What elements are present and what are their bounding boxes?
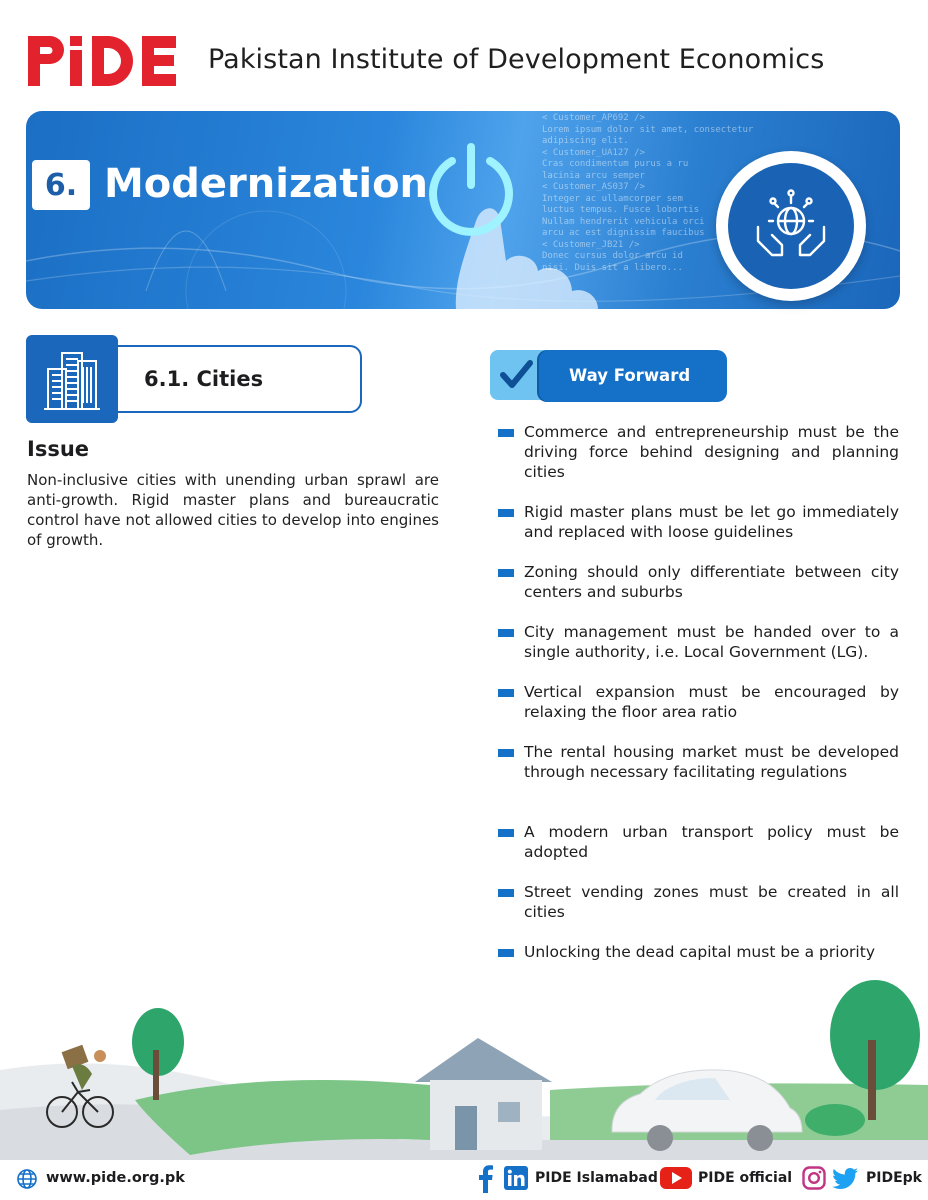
bullet-marker bbox=[498, 509, 514, 517]
power-icon bbox=[422, 139, 520, 237]
list-item: Commerce and entrepreneurship must be the driving force behind designing and planning cities bbox=[496, 422, 899, 502]
list-item: Zoning should only differentiate between city centers and suburbs bbox=[496, 562, 899, 622]
banner-code-text: < Customer_AP692 /> Lorem ipsum dolor sit amet, consectetur adipiscing elit. < Customer_UA127 /> Cras condimentum purus a ru lacinia arcu semper < Customer_AS037 /> Integer ac ullamcorper sem luctus tempus. Fusce lobortis Nullam hendrerit vehicula orci arcu ac est dignissim faucibus < Customer_JB21 /> Donec cursus dolor arcu id nisi. Duis sit a libero... bbox=[542, 113, 754, 273]
list-item: Street vending zones must be created in all cities bbox=[496, 882, 899, 942]
twitter-icon[interactable] bbox=[832, 1168, 858, 1189]
subsection-title: 6.1. Cities bbox=[144, 367, 264, 391]
bullet-marker bbox=[498, 629, 514, 637]
issue-text: Non-inclusive cities with unending urban sprawl are anti-growth. Rigid master plans and bureaucratic control have not allowed cities to develop into engines of growth. bbox=[27, 471, 439, 549]
instagram-twitter-handle[interactable]: PIDEpk bbox=[866, 1170, 922, 1186]
linkedin-icon[interactable] bbox=[504, 1166, 528, 1190]
section-banner bbox=[26, 111, 900, 309]
way-forward-label: Way Forward bbox=[569, 366, 691, 385]
subsection-icon-box bbox=[26, 335, 118, 423]
bullet-marker bbox=[498, 689, 514, 697]
bullet-marker bbox=[498, 889, 514, 897]
bullet-marker bbox=[498, 829, 514, 837]
list-item: Vertical expansion must be encouraged by relaxing the floor area ratio bbox=[496, 682, 899, 742]
instagram-icon[interactable] bbox=[802, 1166, 826, 1190]
facebook-linkedin-handle[interactable]: PIDE Islamabad bbox=[535, 1170, 658, 1186]
youtube-icon[interactable] bbox=[660, 1167, 692, 1189]
section-title: Modernization bbox=[104, 161, 429, 207]
pide-logo bbox=[26, 32, 178, 90]
bullet-marker bbox=[498, 749, 514, 757]
bullet-marker bbox=[498, 429, 514, 437]
bullet-marker bbox=[498, 569, 514, 577]
list-item: The rental housing market must be developed through necessary facilitating regulations bbox=[496, 742, 899, 822]
house-icon bbox=[415, 1038, 552, 1082]
way-forward-list bbox=[496, 422, 899, 982]
bullet-marker bbox=[498, 949, 514, 957]
street-illustration bbox=[0, 990, 928, 1160]
issue-heading: Issue bbox=[27, 437, 90, 461]
organization-name: Pakistan Institute of Development Economics bbox=[208, 44, 825, 75]
section-number: 6. bbox=[44, 167, 78, 203]
youtube-handle[interactable]: PIDE official bbox=[698, 1170, 793, 1186]
list-item: Unlocking the dead capital must be a priority bbox=[496, 942, 899, 982]
facebook-icon[interactable] bbox=[478, 1165, 494, 1193]
city-buildings-icon bbox=[26, 335, 118, 423]
section-badge bbox=[716, 151, 866, 301]
list-item: City management must be handed over to a single authority, i.e. Local Government (LG). bbox=[496, 622, 899, 682]
section-number-box bbox=[32, 160, 90, 210]
globe-icon bbox=[16, 1168, 38, 1190]
footer-bar bbox=[0, 1160, 928, 1200]
list-item: A modern urban transport policy must be adopted bbox=[496, 822, 899, 882]
website-link[interactable]: www.pide.org.pk bbox=[46, 1170, 185, 1186]
hands-globe-gear-icon bbox=[728, 163, 854, 289]
list-item: Rigid master plans must be let go immediately and replaced with loose guidelines bbox=[496, 502, 899, 562]
checkmark-icon bbox=[490, 350, 540, 400]
